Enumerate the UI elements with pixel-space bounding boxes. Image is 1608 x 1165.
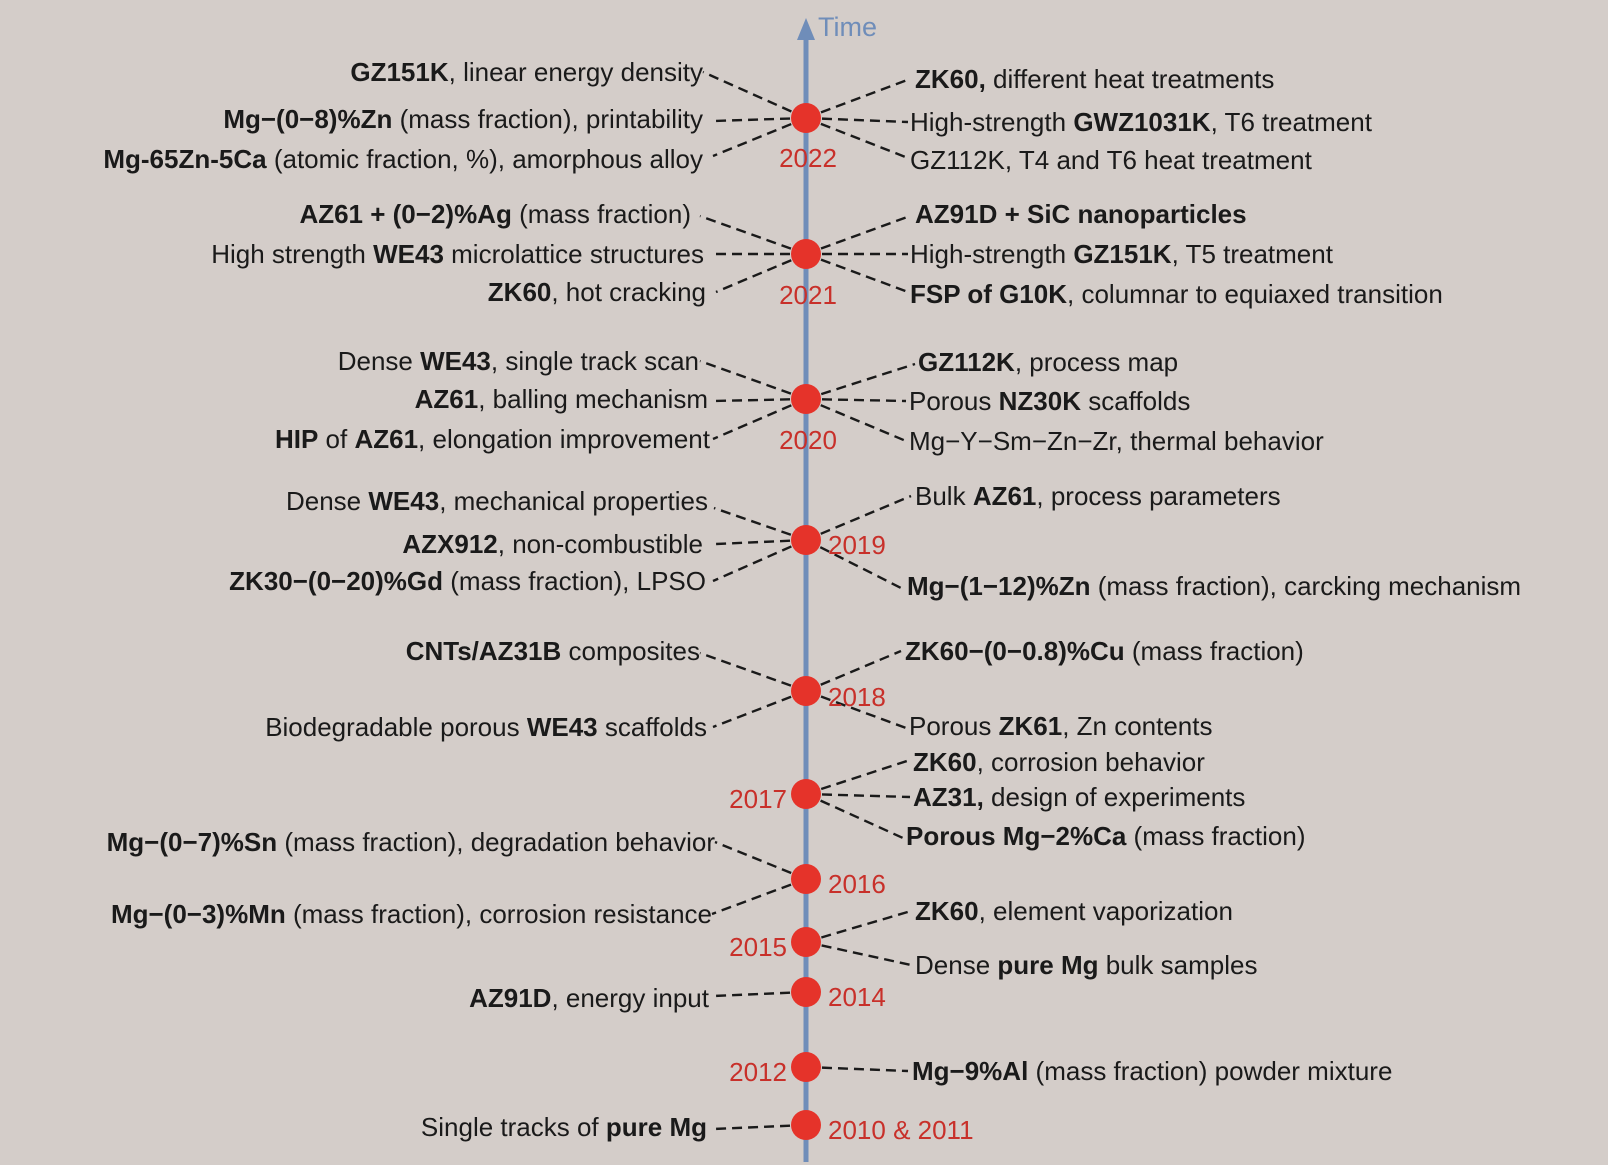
connector-line <box>806 399 906 401</box>
entry-segment: (mass fraction) <box>511 199 691 229</box>
entry-segment: different heat treatments <box>985 64 1275 94</box>
entry-label <box>488 277 706 307</box>
entry-segment: Bulk <box>915 481 973 511</box>
connector-line <box>806 364 915 399</box>
entry-label <box>469 983 709 1013</box>
year-node <box>791 1110 821 1140</box>
timeline-arrow-icon <box>797 18 815 40</box>
entry-segment: CNTs/AZ31B <box>405 636 562 666</box>
entry-label <box>915 950 1257 980</box>
entry-segment: (mass fraction), degradation behavior <box>277 827 715 857</box>
entry-label <box>223 104 703 134</box>
entry-segment: ZK30−(0−20)%Gd <box>229 566 444 596</box>
entry-label <box>910 145 1312 175</box>
entry-segment: scaffolds <box>597 712 707 742</box>
year-node <box>791 927 821 957</box>
entry-label <box>906 821 1305 851</box>
axis-title: Time <box>818 12 877 42</box>
entry-label <box>107 827 715 857</box>
entry-label <box>338 346 699 376</box>
entry-segment: ZK61 <box>998 711 1063 741</box>
entry-segment: , process parameters <box>1036 481 1281 511</box>
year-node <box>791 676 821 706</box>
year-label: 2010 & 2011 <box>828 1115 974 1145</box>
entry-label <box>918 347 1178 377</box>
entry-label <box>905 636 1304 666</box>
connector-line <box>806 911 911 942</box>
entry-segment: Mg−(0−7)%Sn <box>106 827 278 857</box>
entry-segment: (atomic fraction, %), amorphous alloy <box>266 144 703 174</box>
entry-segment: , elongation improvement <box>418 424 710 454</box>
year-label: 2016 <box>828 869 886 899</box>
year-node <box>791 864 821 894</box>
entry-segment: ZK60 <box>487 277 552 307</box>
entry-label <box>909 711 1213 741</box>
entry-segment: WE43 <box>373 239 444 269</box>
entry-segment: Single tracks of <box>420 1112 606 1142</box>
year-label: 2012 <box>729 1057 787 1087</box>
entry-segment: High-strength <box>910 239 1074 269</box>
entry-segment: WE43 <box>420 346 491 376</box>
entry-label <box>915 64 1274 94</box>
entry-label <box>910 279 1443 309</box>
entry-segment: design of experiments <box>983 782 1246 812</box>
entry-segment: , corrosion behavior <box>976 747 1205 777</box>
entry-segment: , T6 treatment <box>1210 107 1372 137</box>
connector-line <box>712 879 806 914</box>
connector-line <box>806 794 903 838</box>
year-node <box>791 977 821 1007</box>
entry-label <box>402 529 703 559</box>
entry-segment: (mass fraction), LPSO <box>443 566 706 596</box>
entry-segment: AZ61 <box>354 424 419 454</box>
year-label: 2015 <box>729 932 787 962</box>
entry-label <box>211 239 704 269</box>
year-node <box>791 779 821 809</box>
year-label: 2017 <box>729 784 787 814</box>
entry-label <box>421 1112 707 1142</box>
entry-segment: Mg−(1−12)%Zn <box>907 571 1091 601</box>
entry-segment: (mass fraction) powder mixture <box>1028 1056 1393 1086</box>
entry-label <box>350 57 703 87</box>
connector-line <box>806 942 911 965</box>
entry-segment: WE43 <box>526 712 598 742</box>
entry-segment: GZ112K <box>918 347 1015 377</box>
entry-segment: Mg−(0−8)%Zn <box>223 104 393 134</box>
entry-segment: , linear energy density <box>448 57 703 87</box>
entry-label <box>909 386 1190 416</box>
entry-label <box>406 636 700 666</box>
entry-segment: GWZ1031K <box>1073 107 1211 137</box>
entry-segment: AZX912 <box>402 529 498 559</box>
entry-segment: bulk samples <box>1098 950 1258 980</box>
entry-label <box>111 899 712 929</box>
year-label: 2019 <box>828 530 886 560</box>
entry-segment: , balling mechanism <box>478 384 708 414</box>
entry-segment: ZK60, <box>915 64 986 94</box>
entry-segment: Mg−Y−Sm−Zn−Zr, thermal behavior <box>909 426 1324 456</box>
entry-label <box>913 782 1245 812</box>
entry-label <box>907 571 1521 601</box>
connector-line <box>703 72 806 118</box>
entry-segment: HIP <box>274 424 319 454</box>
entry-segment: (mass fraction) <box>1124 636 1304 666</box>
entry-label <box>915 896 1233 926</box>
entry-segment: NZ30K <box>998 386 1081 416</box>
entry-segment: , single track scan <box>490 346 699 376</box>
year-node <box>791 525 821 555</box>
connector-line <box>806 760 910 794</box>
connector-line <box>700 216 806 254</box>
entry-label <box>910 107 1372 137</box>
entry-label <box>910 239 1333 269</box>
year-label: 2014 <box>828 982 886 1012</box>
entry-segment: High strength <box>211 239 374 269</box>
entry-segment: pure Mg <box>605 1112 707 1142</box>
entry-segment: AZ31, <box>913 782 984 812</box>
entry-segment: GZ112K, T4 and T6 heat treatment <box>910 145 1312 175</box>
connector-line <box>806 1067 908 1071</box>
entry-segment: , process map <box>1014 347 1179 377</box>
year-node <box>791 384 821 414</box>
entry-segment: , energy input <box>551 983 709 1013</box>
entry-segment: , non-combustible <box>497 529 703 559</box>
entry-segment: , columnar to equiaxed transition <box>1067 279 1443 309</box>
entry-segment: WE43 <box>368 486 440 516</box>
entry-segment: AZ91D <box>469 983 552 1013</box>
entry-segment: ZK60−(0−0.8)%Cu <box>905 636 1125 666</box>
connector-line <box>806 794 910 797</box>
entry-label <box>909 426 1324 456</box>
entry-segment: of <box>318 424 355 454</box>
connector-line <box>806 216 910 254</box>
entry-segment: AZ91D + SiC nanoparticles <box>915 199 1247 229</box>
year-label: 2022 <box>779 143 837 173</box>
entry-segment: AZ61 + (0−2)%Ag <box>299 199 512 229</box>
entry-label <box>915 199 1247 229</box>
entry-label <box>103 144 703 174</box>
year-label: 2018 <box>828 682 886 712</box>
entry-segment: , T5 treatment <box>1171 239 1333 269</box>
entry-segment: (mass fraction) <box>1126 821 1306 851</box>
entry-label <box>286 486 708 516</box>
entry-label <box>299 199 691 229</box>
entry-segment: , Zn contents <box>1062 711 1213 741</box>
entry-segment: GZ151K <box>1073 239 1172 269</box>
entry-label <box>913 747 1205 777</box>
connector-line <box>700 653 806 691</box>
entry-segment: Porous <box>909 386 999 416</box>
year-node <box>791 239 821 269</box>
entry-segment: Dense <box>337 346 421 376</box>
entry-label <box>415 384 708 414</box>
entry-segment: (mass fraction), corrosion resistance <box>285 899 712 929</box>
entry-segment: Porous <box>909 711 999 741</box>
year-label: 2020 <box>779 425 837 455</box>
year-label: 2021 <box>779 280 837 310</box>
entry-segment: High-strength <box>910 107 1074 137</box>
entry-segment: Mg−9%Al <box>912 1056 1029 1086</box>
entry-segment: Dense <box>285 486 369 516</box>
entry-segment: AZ61 <box>414 384 479 414</box>
connector-line <box>713 540 806 581</box>
entry-segment: , element vaporization <box>978 896 1233 926</box>
entry-segment: Porous Mg−2%Ca <box>906 821 1127 851</box>
entry-segment: Mg−(0−3)%Mn <box>110 899 286 929</box>
entry-segment: , hot cracking <box>551 277 706 307</box>
entry-segment: Mg-65Zn-5Ca <box>103 144 267 174</box>
entry-segment: composites <box>561 636 700 666</box>
year-node <box>791 1052 821 1082</box>
entry-segment: ZK60 <box>915 896 979 926</box>
entry-segment: (mass fraction), carcking mechanism <box>1090 571 1522 601</box>
connector-line <box>700 361 806 399</box>
entry-label <box>265 712 707 742</box>
entry-segment: Biodegradable porous <box>265 712 527 742</box>
entry-segment: (mass fraction), printability <box>392 104 703 134</box>
entry-label <box>915 481 1281 511</box>
entry-label <box>912 1056 1392 1086</box>
entry-segment: FSP of G10K <box>910 279 1068 309</box>
entry-segment: AZ61 <box>972 481 1037 511</box>
entry-segment: microlattice structures <box>443 239 704 269</box>
entry-segment: pure Mg <box>997 950 1099 980</box>
entry-segment: , mechanical properties <box>439 486 708 516</box>
year-node <box>791 103 821 133</box>
entry-segment: Dense <box>915 950 998 980</box>
entry-segment: scaffolds <box>1080 386 1191 416</box>
connector-line <box>806 118 908 122</box>
entry-label <box>229 566 706 596</box>
entry-label <box>275 424 710 454</box>
entry-segment: GZ151K <box>350 57 449 87</box>
connector-line <box>806 79 910 118</box>
entry-segment: ZK60 <box>913 747 977 777</box>
